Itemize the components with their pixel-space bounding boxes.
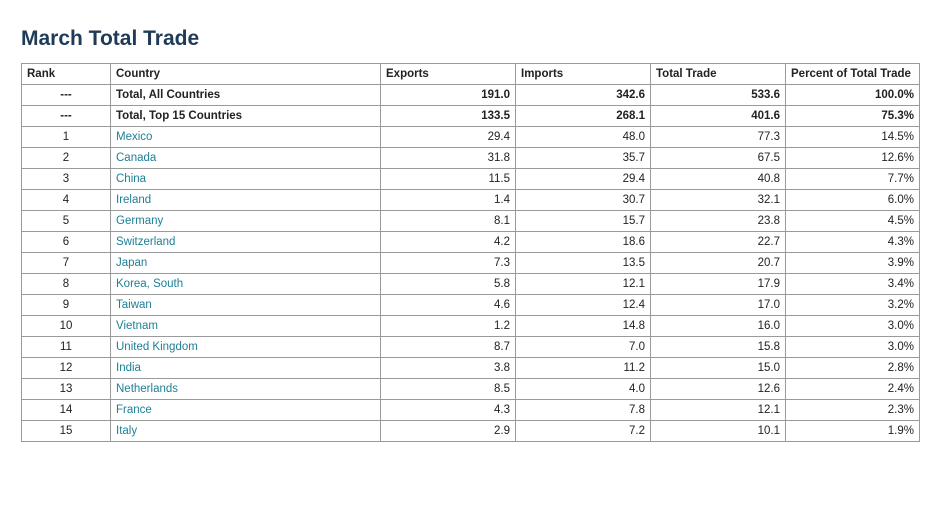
country-link[interactable]: Germany xyxy=(116,215,164,227)
exports-cell: 191.0 xyxy=(381,85,516,106)
country-cell xyxy=(111,379,381,400)
total-cell: 15.8 xyxy=(651,337,786,358)
exports-cell: 5.8 xyxy=(381,274,516,295)
summary-row-all-countries xyxy=(22,85,920,106)
imports-cell: 14.8 xyxy=(516,316,651,337)
country-cell xyxy=(111,190,381,211)
country-cell xyxy=(111,253,381,274)
header-rank: Rank xyxy=(22,64,111,85)
table-row xyxy=(22,316,920,337)
table-row xyxy=(22,421,920,442)
exports-cell: 4.2 xyxy=(381,232,516,253)
imports-cell: 12.1 xyxy=(516,274,651,295)
table-row xyxy=(22,274,920,295)
imports-cell: 4.0 xyxy=(516,379,651,400)
rank-cell: 12 xyxy=(22,358,111,379)
table-row xyxy=(22,400,920,421)
exports-cell: 1.4 xyxy=(381,190,516,211)
total-cell: 12.6 xyxy=(651,379,786,400)
total-cell: 20.7 xyxy=(651,253,786,274)
percent-cell: 3.9% xyxy=(786,253,920,274)
exports-cell: 133.5 xyxy=(381,106,516,127)
total-cell: 15.0 xyxy=(651,358,786,379)
country-cell: Total, Top 15 Countries xyxy=(111,106,381,127)
imports-cell: 7.2 xyxy=(516,421,651,442)
percent-cell: 3.4% xyxy=(786,274,920,295)
rank-cell: 13 xyxy=(22,379,111,400)
percent-cell: 75.3% xyxy=(786,106,920,127)
header-total-trade: Total Trade xyxy=(651,64,786,85)
table-row xyxy=(22,169,920,190)
rank-cell: 7 xyxy=(22,253,111,274)
country-link[interactable]: Ireland xyxy=(116,194,152,206)
country-link[interactable]: Switzerland xyxy=(116,236,176,248)
imports-cell: 12.4 xyxy=(516,295,651,316)
country-cell xyxy=(111,316,381,337)
total-cell: 17.0 xyxy=(651,295,786,316)
percent-cell: 14.5% xyxy=(786,127,920,148)
country-cell xyxy=(111,358,381,379)
rank-cell: 2 xyxy=(22,148,111,169)
country-link[interactable]: Italy xyxy=(116,425,138,437)
header-country: Country xyxy=(111,64,381,85)
imports-cell: 13.5 xyxy=(516,253,651,274)
exports-cell: 1.2 xyxy=(381,316,516,337)
total-cell: 23.8 xyxy=(651,211,786,232)
table-row xyxy=(22,148,920,169)
rank-cell: 15 xyxy=(22,421,111,442)
rank-cell: 14 xyxy=(22,400,111,421)
table-row xyxy=(22,190,920,211)
country-cell xyxy=(111,295,381,316)
country-cell xyxy=(111,232,381,253)
percent-cell: 2.3% xyxy=(786,400,920,421)
percent-cell: 2.8% xyxy=(786,358,920,379)
exports-cell: 31.8 xyxy=(381,148,516,169)
rank-cell: 9 xyxy=(22,295,111,316)
imports-cell: 7.0 xyxy=(516,337,651,358)
percent-cell: 1.9% xyxy=(786,421,920,442)
imports-cell: 29.4 xyxy=(516,169,651,190)
country-link[interactable]: Canada xyxy=(116,152,157,164)
country-link[interactable]: China xyxy=(116,173,147,185)
total-cell: 401.6 xyxy=(651,106,786,127)
total-cell: 10.1 xyxy=(651,421,786,442)
percent-cell: 3.0% xyxy=(786,316,920,337)
percent-cell: 100.0% xyxy=(786,85,920,106)
imports-cell: 30.7 xyxy=(516,190,651,211)
country-cell xyxy=(111,274,381,295)
exports-cell: 2.9 xyxy=(381,421,516,442)
percent-cell: 2.4% xyxy=(786,379,920,400)
exports-cell: 11.5 xyxy=(381,169,516,190)
page-title: March Total Trade xyxy=(21,27,200,50)
exports-cell: 8.5 xyxy=(381,379,516,400)
percent-cell: 4.5% xyxy=(786,211,920,232)
rank-cell: 8 xyxy=(22,274,111,295)
total-cell: 533.6 xyxy=(651,85,786,106)
total-cell: 32.1 xyxy=(651,190,786,211)
country-cell: Total, All Countries xyxy=(111,85,381,106)
percent-cell: 12.6% xyxy=(786,148,920,169)
percent-cell: 4.3% xyxy=(786,232,920,253)
exports-cell: 4.3 xyxy=(381,400,516,421)
table-row xyxy=(22,211,920,232)
exports-cell: 4.6 xyxy=(381,295,516,316)
total-cell: 77.3 xyxy=(651,127,786,148)
rank-cell: 3 xyxy=(22,169,111,190)
exports-cell: 8.1 xyxy=(381,211,516,232)
percent-cell: 3.0% xyxy=(786,337,920,358)
total-cell: 17.9 xyxy=(651,274,786,295)
table-row xyxy=(22,253,920,274)
header-imports: Imports xyxy=(516,64,651,85)
country-link[interactable]: India xyxy=(116,362,141,374)
trade-table xyxy=(21,63,920,442)
rank-cell: --- xyxy=(22,85,111,106)
country-link[interactable]: Japan xyxy=(116,257,148,269)
country-link[interactable]: Taiwan xyxy=(116,299,152,311)
exports-cell: 29.4 xyxy=(381,127,516,148)
country-cell xyxy=(111,127,381,148)
rank-cell: 11 xyxy=(22,337,111,358)
imports-cell: 18.6 xyxy=(516,232,651,253)
rank-cell: 6 xyxy=(22,232,111,253)
country-link[interactable]: France xyxy=(116,404,152,416)
exports-cell: 3.8 xyxy=(381,358,516,379)
imports-cell: 268.1 xyxy=(516,106,651,127)
imports-cell: 342.6 xyxy=(516,85,651,106)
table-row xyxy=(22,232,920,253)
percent-cell: 3.2% xyxy=(786,295,920,316)
table-row xyxy=(22,358,920,379)
exports-cell: 7.3 xyxy=(381,253,516,274)
imports-cell: 15.7 xyxy=(516,211,651,232)
table-row xyxy=(22,127,920,148)
total-cell: 16.0 xyxy=(651,316,786,337)
rank-cell: 5 xyxy=(22,211,111,232)
imports-cell: 7.8 xyxy=(516,400,651,421)
total-cell: 40.8 xyxy=(651,169,786,190)
total-cell: 12.1 xyxy=(651,400,786,421)
country-cell xyxy=(111,169,381,190)
country-cell xyxy=(111,211,381,232)
header-exports: Exports xyxy=(381,64,516,85)
rank-cell: 4 xyxy=(22,190,111,211)
summary-row-top-15 xyxy=(22,106,920,127)
table-row xyxy=(22,337,920,358)
rank-cell: 10 xyxy=(22,316,111,337)
country-link[interactable]: Mexico xyxy=(116,131,153,143)
percent-cell: 7.7% xyxy=(786,169,920,190)
table-row xyxy=(22,295,920,316)
percent-cell: 6.0% xyxy=(786,190,920,211)
imports-cell: 35.7 xyxy=(516,148,651,169)
table-header-row xyxy=(22,64,920,85)
country-cell xyxy=(111,400,381,421)
exports-cell: 8.7 xyxy=(381,337,516,358)
imports-cell: 48.0 xyxy=(516,127,651,148)
country-link[interactable]: United Kingdom xyxy=(116,341,198,353)
country-cell xyxy=(111,337,381,358)
total-cell: 22.7 xyxy=(651,232,786,253)
country-link[interactable]: Netherlands xyxy=(116,383,179,395)
table-row xyxy=(22,379,920,400)
total-cell: 67.5 xyxy=(651,148,786,169)
imports-cell: 11.2 xyxy=(516,358,651,379)
header-percent-total: Percent of Total Trade xyxy=(786,64,920,85)
country-link[interactable]: Vietnam xyxy=(116,320,158,332)
rank-cell: --- xyxy=(22,106,111,127)
country-link[interactable]: Korea, South xyxy=(116,278,184,290)
rank-cell: 1 xyxy=(22,127,111,148)
country-cell xyxy=(111,421,381,442)
country-cell xyxy=(111,148,381,169)
